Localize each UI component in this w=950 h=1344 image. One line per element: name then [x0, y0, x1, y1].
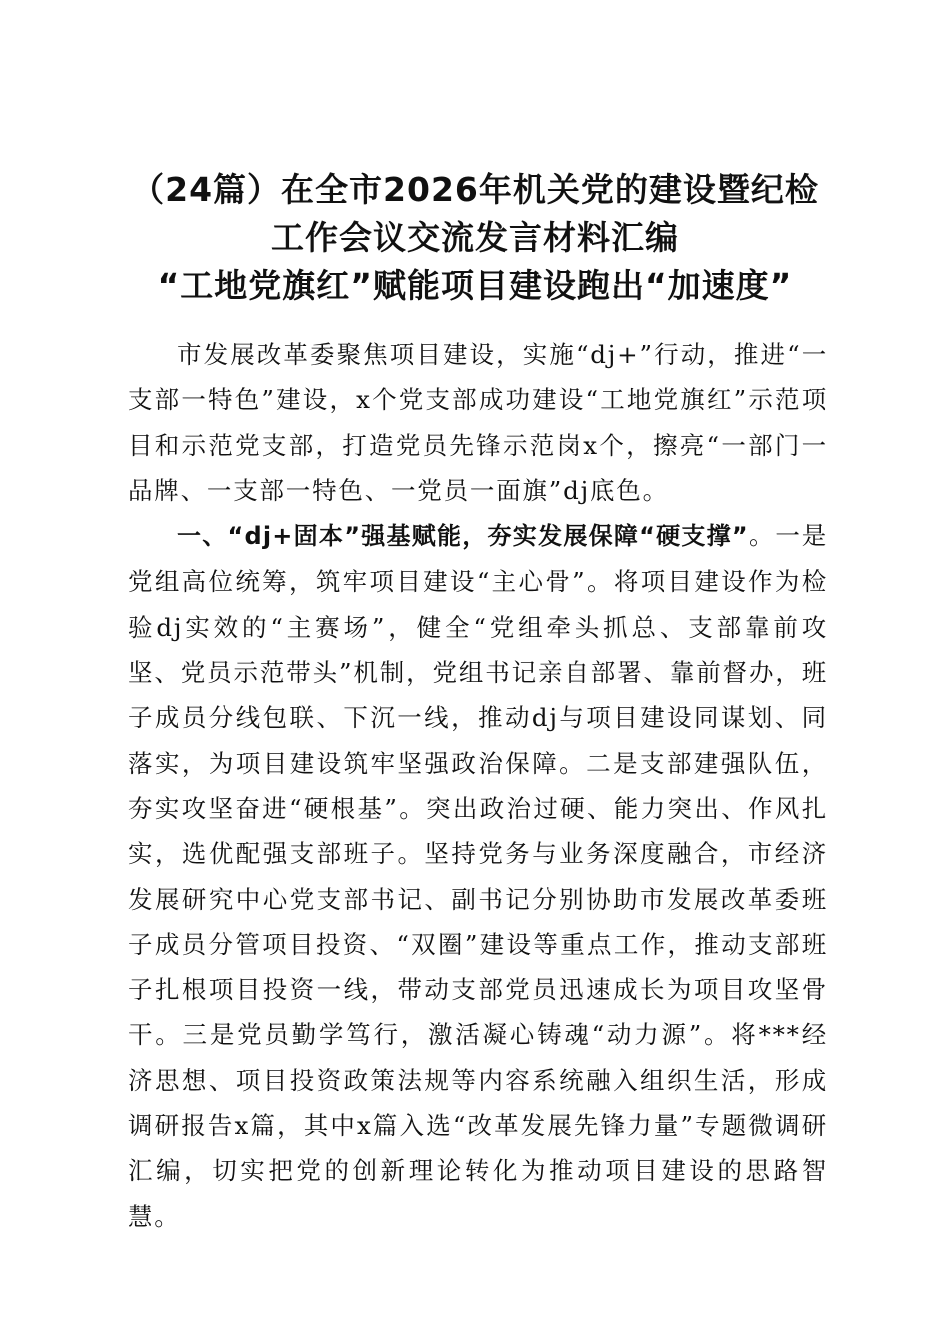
section-one-paragraph [128, 513, 828, 1239]
title-line-2: 工作会议交流发言材料汇编 [271, 218, 679, 257]
intro-paragraph: 市发展改革委聚焦项目建设，实施“dj+”行动，推进“一支部一特色”建设，x个党支部成功建设“工地党旗红”示范项目和示范党支部，打造党员先锋示范岗x个，擦亮“一部门一品牌、一支部一特色、一党员一面旗”dj底色。 [128, 340, 828, 505]
section-one-heading: 一、“dj+固本”强基赋能，夯实发展保障“硬支撑” [177, 522, 749, 551]
document-title [100, 166, 850, 310]
title-line-3: “工地党旗红”赋能项目建设跑出“加速度” [157, 266, 793, 305]
section-one-body: 。一是党组高位统筹，筑牢项目建设“主心骨”。将项目建设作为检验dj实效的“主赛场”，健全“党组牵头抓总、支部靠前攻坚、党员示范带头”机制，党组书记亲自部署、靠前督办，班子成员分线包联、下沉一线，推动dj与项目建设同谋划、同落实，为项目建设筑牢坚强政治保障。二是支部建强队伍，夯实攻坚奋进“硬根基”。突出政治过硬、能力突出、作风扎实，选优配强支部班子。坚持党务与业务深度融合，市经济发展研究中心党支部书记、副书记分别协助市发展改革委班子成员分管项目投资、“双圈”建设等重点工作，推动支部班子扎根项目投资一线，带动支部党员迅速成长为项目攻坚骨干。三是党员勤学笃行，激活凝心铸魂“动力源”。将***经济思想、项目投资政策法规等内容系统融入组织生活，形成调研报告x篇，其中x篇入选“改革发展先锋力量”专题微调研汇编，切实把党的创新理论转化为推动项目建设的思路智慧。 [128, 521, 829, 1231]
document-body [128, 332, 828, 1239]
title-line-1: （24篇）在全市2026年机关党的建设暨纪检 [131, 170, 819, 209]
